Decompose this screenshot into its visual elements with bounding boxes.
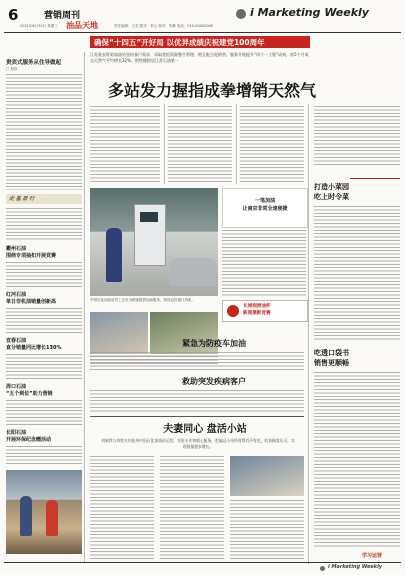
right-block-1-body [314,206,400,342]
left-top-title: 贵宾式服务从住导做起 [6,60,62,66]
promo-text: 长城润滑油杯 新闻摄影竞赛 [243,304,271,316]
right-bottom-tag: 学习运营 [362,553,383,559]
footer-brand-icon [320,566,325,571]
left-section-label-box [6,194,82,204]
left-item-1-title: 衢州石油 围绕专项抽扣开展竞赛 [6,246,57,259]
left-author-tag: □ 郑伟 [6,67,18,71]
right-divider-tag [350,170,400,179]
left-item-3-body [6,354,82,380]
photo-person-2 [46,500,58,536]
left-item-1-body [6,262,82,288]
story-3-col-1 [90,456,154,560]
story-1-body [90,352,304,372]
issue-date: 2021年6月30日 星期三 [20,24,58,28]
editorial-meta: 责任编辑：王芸 版式：李云 校对：朱琳 电话：010-00000000 [114,24,214,28]
brand-logo-text: i Marketing Weekly [250,6,369,19]
left-column-rule [84,52,85,562]
photo-car [170,258,216,286]
story-3-col-3 [230,500,304,560]
banner [90,36,310,48]
story-3-title: 夫妻同心 盘活小站 [163,424,247,435]
center-rule-3 [308,104,309,564]
lead-title: 多站发力握指成拳增销天然气 [108,81,317,100]
left-item-2-title: 红河石油 单日非机油销量创新高 [6,292,57,305]
story-2-body [90,390,304,414]
label-card [222,188,308,228]
center-rule-2 [236,104,237,184]
story-3-rule [90,416,304,417]
left-item-4-body [6,400,82,426]
promo-box [222,300,308,322]
photo-caption-1: 中国石化加油站员工正在为顾客提供加油服务，展现良好窗口形象。 [90,298,195,302]
story-2-title: 救助突发疾病客户 [182,377,246,386]
left-article-body [6,74,82,190]
left-item-5-body [6,446,82,466]
header-rule [4,32,401,33]
page-number: 6 [8,6,19,24]
section-title: 营销周刊 [44,11,81,21]
story-3-photo [230,456,304,496]
right-block-1-title: 打造小菜园 吃上时令菜 [314,183,349,201]
center-col-2-body [168,106,232,184]
main-photo [90,188,218,296]
right-block-2-title: 吃透口袋书 销售更顺畅 [314,349,349,367]
story-3-col-2 [160,456,224,560]
center-col-1-body [90,106,160,184]
footer-rule [4,562,401,563]
right-top-body [314,106,400,166]
center-rule-1 [164,104,165,184]
label-card-body [222,230,306,296]
subsection-title: 油品天地 [66,21,98,30]
story-3-sub: 刘新铁与刘欣夫妇投身中国石化加油站运营，凭借专业和细心服务，把偏远小站经营得有声有色，收获顾客认可，实现销量稳步增长。 [101,438,295,449]
left-bottom-photo [6,470,82,554]
brand-logo-icon [236,9,246,19]
photo-attendant [106,228,122,282]
left-section-body [6,208,82,242]
right-block-2-body [314,372,400,548]
center-col-3-body [240,106,304,184]
story-photo-1 [90,312,148,354]
left-item-3-title: 宜春石油 直分销量同比增长130% [6,338,62,351]
label-card-text: 一笔加油 让南京非常全速便捷 [242,198,288,212]
left-item-2-body [6,308,82,334]
photo-person-1 [20,496,32,536]
lead-intro: 江苏淮安盱眙加油站坚持客户需求，采取宽松资源整合管理，相互配合促销售，服务升级提升“四个一工程”成效，前5个月成交天然气平均增长32%，销售额稳居江苏石油第一 [90,52,309,63]
footer-brand-text: i Marketing Weekly [328,564,383,570]
banner-text: 确保“十四五”开好局 以优异成绩庆祝建党100周年 [94,38,265,47]
promo-logo-icon [227,305,239,317]
footer-brand [320,564,400,573]
left-item-4-title: 周口石油 “五个到位”助力营销 [6,384,53,397]
story-1-title: 紧急为防疫车加油 [182,339,246,348]
left-section-label: 走 基 层 行 [9,196,35,202]
brand-logo [236,6,396,24]
photo-pump-screen [140,212,158,222]
page-header [4,4,401,32]
left-item-5-title: 长阳石油 开展环保纪念赠活动 [6,430,52,443]
